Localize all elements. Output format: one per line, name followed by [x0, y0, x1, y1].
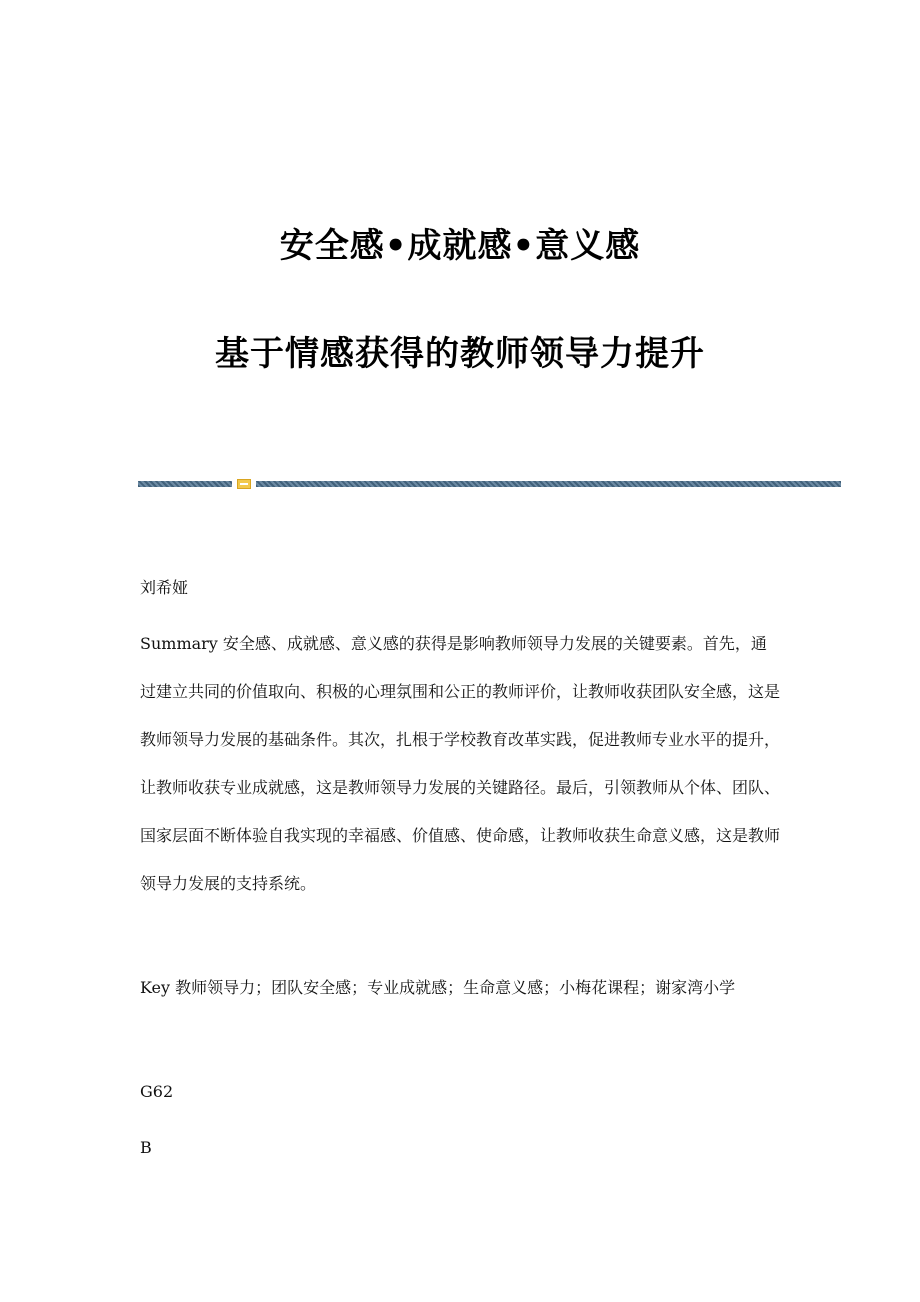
summary-paragraph: Summary 安全感、成就感、意义感的获得是影响教师领导力发展的关键要素。首先，通过建立共同的价值取向、积极的心理氛围和公正的教师评价，让教师收获团队安全感，这是教师领导力发展的基础条件。其次，扎根于学校教育改革实践，促进教师专业水平的提升，让教师收获专业成就感，这是教师领导力发展的关键路径。最后，引领教师从个体、团队、国家层面不断体验自我实现的幸福感、价值感、使命感，让教师收获生命意义感，这是教师领导力发展的支持系统。 [140, 634, 781, 893]
keywords-paragraph: Key 教师领导力；团队安全感；专业成就感；生命意义感；小梅花课程；谢家湾小学 [140, 978, 736, 997]
classification-code: G62 [140, 1082, 174, 1101]
divider-bar-right [256, 481, 841, 487]
document-code: B [140, 1138, 152, 1157]
author-name: 刘希娅 [140, 578, 189, 597]
divider-ornament-icon [237, 479, 251, 489]
decorative-divider [138, 479, 841, 489]
title-line-1: 安全感•成就感•意义感 [279, 226, 641, 266]
title-line-2: 基于情感获得的教师领导力提升 [215, 334, 705, 374]
divider-bar-left [138, 481, 232, 487]
